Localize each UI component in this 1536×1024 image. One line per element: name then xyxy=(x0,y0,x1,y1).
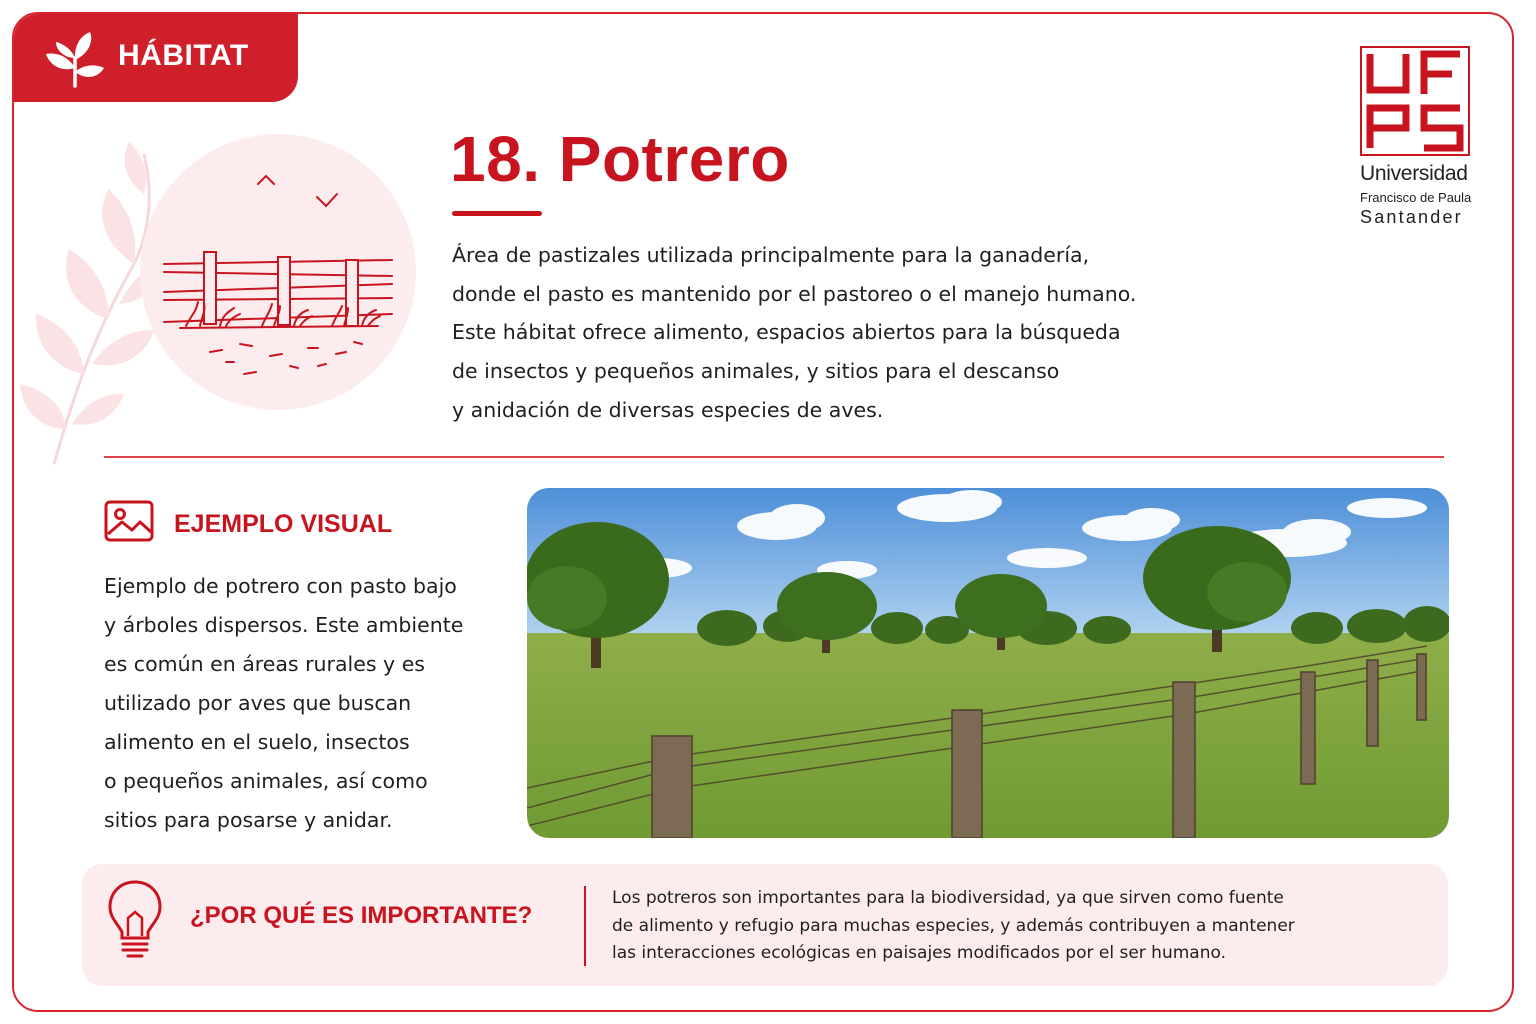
importance-line: las interacciones ecológicas en paisajes modificados por el ser humano. xyxy=(612,943,1226,963)
importance-line: de alimento y refugio para muchas especies, y además contribuyen a mantener xyxy=(612,915,1295,936)
habitat-card xyxy=(12,12,1514,1012)
ufps-logo-mark xyxy=(1360,46,1470,156)
logo-line-1: Universidad xyxy=(1360,162,1468,185)
description-line: Área de pastizales utilizada principalmente para la ganadería, xyxy=(452,243,1090,267)
title-underline xyxy=(452,211,542,216)
importance-title: ¿POR QUÉ ES IMPORTANTE? xyxy=(190,902,533,929)
logo-line-3: Santander xyxy=(1360,207,1463,227)
example-title: EJEMPLO VISUAL xyxy=(174,510,393,538)
example-line: utilizado por aves que buscan xyxy=(104,691,412,715)
description-line: de insectos y pequeños animales, y sitios para el descanso xyxy=(452,359,1060,384)
section-divider xyxy=(104,456,1444,458)
importance-text xyxy=(612,885,1432,968)
example-description xyxy=(104,567,504,840)
fence-icon xyxy=(140,134,416,410)
importance-separator xyxy=(584,886,586,966)
example-line: alimento en el suelo, insectos xyxy=(104,730,410,754)
example-line: sitios para posarse y anidar. xyxy=(104,808,393,832)
description-line: donde el pasto es mantenido por el pastoreo o el manejo humano. xyxy=(452,281,1137,306)
habitat-description xyxy=(452,236,1212,430)
pasture-photo xyxy=(527,488,1449,838)
importance-line: Los potreros son importantes para la biodiversidad, ya que sirven como fuente xyxy=(612,888,1284,908)
example-line: y árboles dispersos. Este ambiente xyxy=(104,613,464,637)
lightbulb-icon xyxy=(106,878,164,960)
fence-illustration xyxy=(140,134,416,410)
page-title: 18. Potrero xyxy=(450,123,790,195)
logo-line-2: Francisco de Paula xyxy=(1360,190,1472,205)
importance-box xyxy=(82,864,1448,986)
description-line: Este hábitat ofrece alimento, espacios abiertos para la búsqueda xyxy=(452,320,1121,345)
example-line: es común en áreas rurales y es xyxy=(104,652,425,676)
habitat-tag-label: HÁBITAT xyxy=(118,39,249,72)
example-line: o pequeños animales, así como xyxy=(104,769,428,793)
pasture-photo-scene xyxy=(527,488,1449,838)
example-line: Ejemplo de potrero con pasto bajo xyxy=(104,574,457,598)
habitat-tag xyxy=(14,14,298,102)
university-logo xyxy=(1360,46,1474,228)
description-line: y anidación de diversas especies de aves. xyxy=(452,397,884,422)
leaf-sprout-icon xyxy=(44,28,106,88)
image-icon xyxy=(104,500,154,542)
